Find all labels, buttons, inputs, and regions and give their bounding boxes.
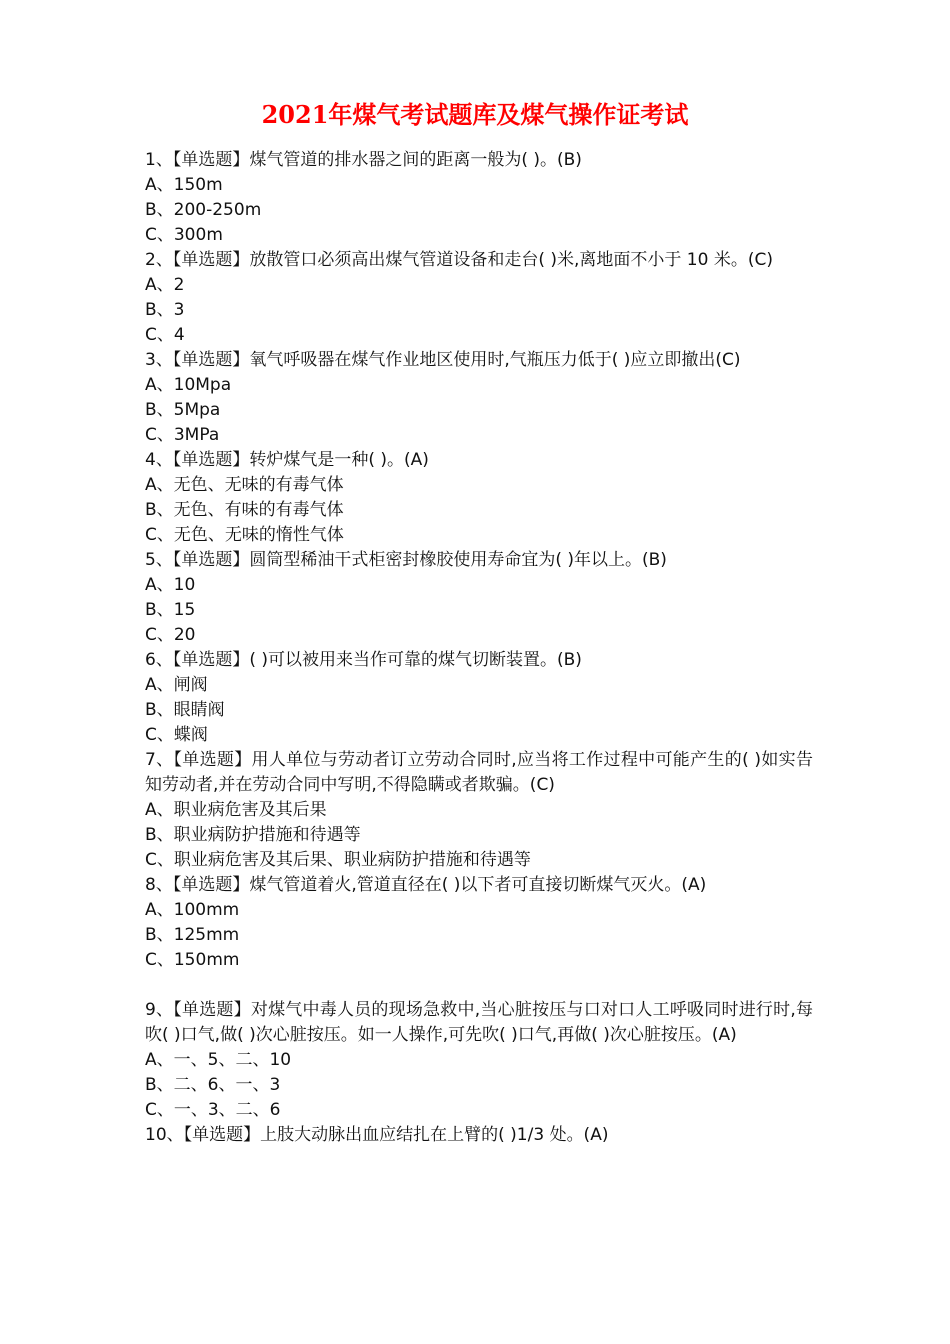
paragraph-gap	[145, 973, 813, 998]
question-list	[145, 148, 813, 1148]
question-9-option-a: A、一、5、二、10	[145, 1050, 292, 1070]
question-1-stem: 1、【单选题】煤气管道的排水器之间的距离一般为( )。(B)	[145, 150, 582, 170]
question-8-option-b: B、125mm	[145, 925, 240, 945]
question-4-option-c: C、无色、无味的惰性气体	[145, 525, 344, 545]
question-5-option-b: B、15	[145, 600, 196, 620]
question-2-option-a: A、2	[145, 275, 185, 295]
question-3-stem: 3、【单选题】氧气呼吸器在煤气作业地区使用时,气瓶压力低于( )应立即撤出(C)	[145, 350, 741, 370]
question-4-option-a: A、无色、无味的有毒气体	[145, 475, 344, 495]
question-6-option-a: A、闸阀	[145, 675, 208, 695]
question-3-option-b: B、5Mpa	[145, 400, 221, 420]
question-10-stem: 10、【单选题】上肢大动脉出血应结扎在上臂的( )1/3 处。(A)	[145, 1125, 609, 1145]
question-9-stem: 9、【单选题】对煤气中毒人员的现场急救中,当心脏按压与口对口人工呼吸同时进行时,每吹( )口气,做( )次心脏按压。如一人操作,可先吹( )口气,再做( )次心脏按压。(A)	[145, 1000, 813, 1045]
question-8-option-a: A、100mm	[145, 900, 240, 920]
question-4-option-b: B、无色、有味的有毒气体	[145, 500, 344, 520]
question-2-stem: 2、【单选题】放散管口必须高出煤气管道设备和走台( )米,离地面不小于 10 米。(C)	[145, 250, 773, 270]
question-2-option-c: C、4	[145, 325, 185, 345]
question-9-option-b: B、二、6、一、3	[145, 1075, 281, 1095]
question-7-option-b: B、职业病防护措施和待遇等	[145, 825, 361, 845]
question-1-option-b: B、200-250m	[145, 200, 262, 220]
document-title: 2021年煤气考试题库及煤气操作证考试	[261, 100, 689, 129]
question-6-option-b: B、眼睛阀	[145, 700, 225, 720]
question-7-option-a: A、职业病危害及其后果	[145, 800, 327, 820]
question-2-option-b: B、3	[145, 300, 185, 320]
question-8-option-c: C、150mm	[145, 950, 240, 970]
question-1-option-a: A、150m	[145, 175, 223, 195]
question-5-stem: 5、【单选题】圆筒型稀油干式柜密封橡胶使用寿命宜为( )年以上。(B)	[145, 550, 667, 570]
question-8-stem: 8、【单选题】煤气管道着火,管道直径在( )以下者可直接切断煤气灭火。(A)	[145, 875, 707, 895]
question-6-stem: 6、【单选题】( )可以被用来当作可靠的煤气切断装置。(B)	[145, 650, 582, 670]
question-9-option-c: C、一、3、二、6	[145, 1100, 281, 1120]
question-5-option-a: A、10	[145, 575, 196, 595]
question-6-option-c: C、蝶阀	[145, 725, 208, 745]
question-1-option-c: C、300m	[145, 225, 223, 245]
question-5-option-c: C、20	[145, 625, 196, 645]
question-3-option-c: C、3MPa	[145, 425, 220, 445]
question-7-option-c: C、职业病危害及其后果、职业病防护措施和待遇等	[145, 850, 531, 870]
question-3-option-a: A、10Mpa	[145, 375, 232, 395]
question-4-stem: 4、【单选题】转炉煤气是一种( )。(A)	[145, 450, 429, 470]
question-7-stem: 7、【单选题】用人单位与劳动者订立劳动合同时,应当将工作过程中可能产生的( )如实告知劳动者,并在劳动合同中写明,不得隐瞒或者欺骗。(C)	[145, 750, 813, 795]
